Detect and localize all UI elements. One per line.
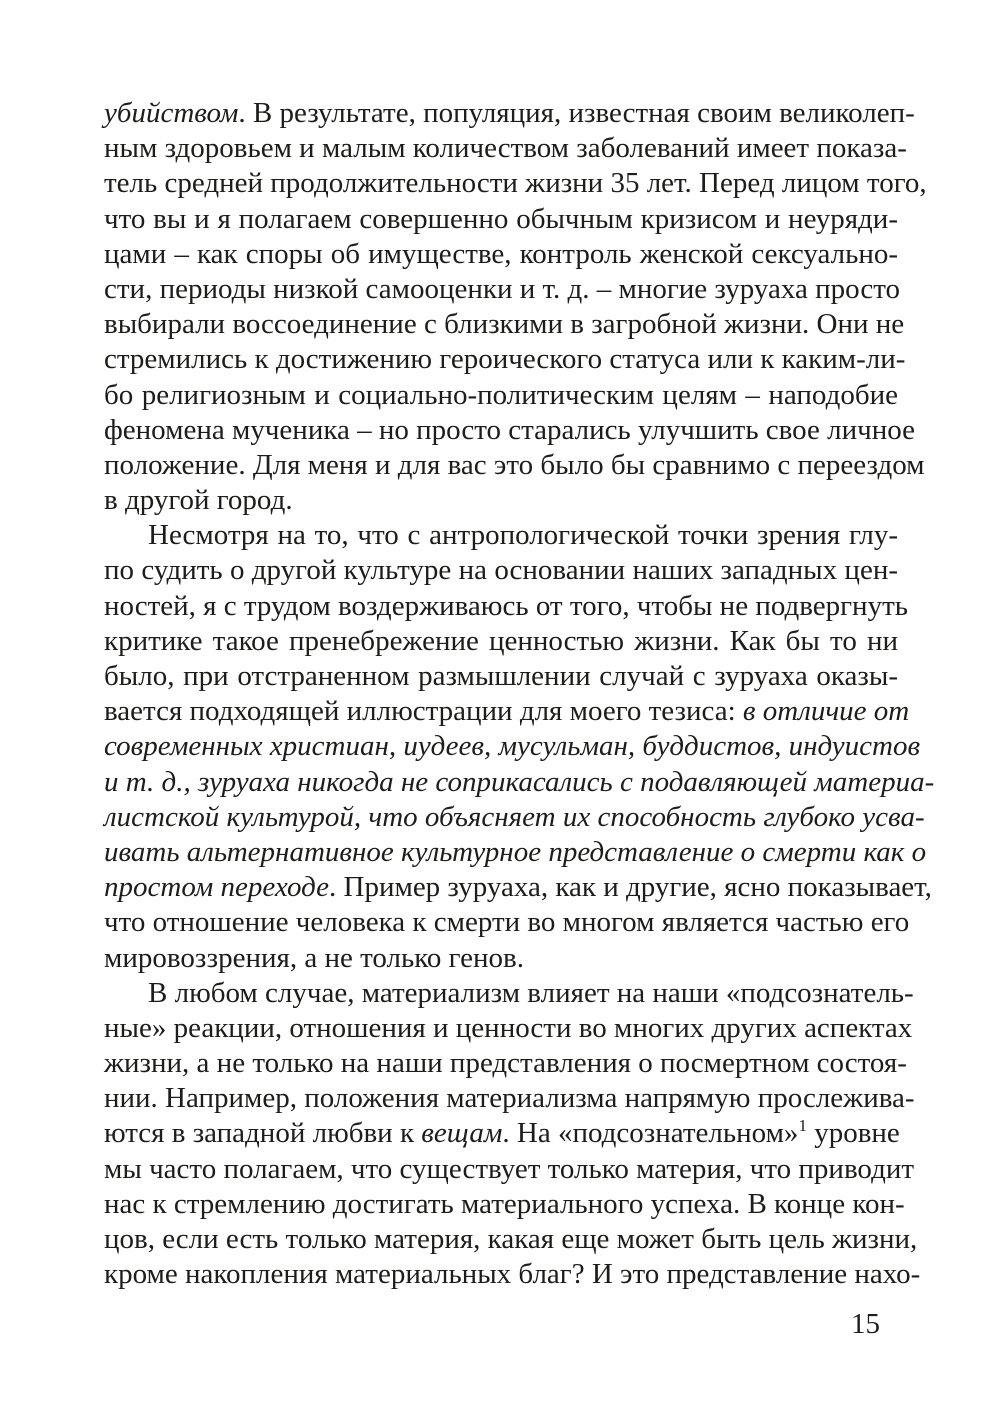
text-segment: вается подходящей иллюстрации для моего тезиса: [104, 695, 743, 728]
text-line [104, 905, 910, 940]
text-line [104, 976, 914, 1011]
body-text [104, 96, 935, 1292]
text-segment: ные» реакции, отношения и ценности во многих других аспектах [104, 1011, 913, 1044]
text-segment: стремились к достижению героического статуса или к каким-ли- [104, 343, 906, 376]
text-line [104, 307, 905, 342]
text-line [104, 237, 898, 272]
text-segment: в другой город. [104, 484, 293, 517]
text-segment: тель средней продолжительности жизни 35 лет. Перед лицом того, [104, 167, 927, 200]
italic-text: убийством [104, 97, 239, 129]
text-line [104, 800, 925, 835]
text-line [104, 166, 927, 201]
text-line [104, 131, 907, 166]
italic-text: современных христиан, иудеев, мусульман, буддистов, индуистов [104, 730, 921, 763]
text-line [104, 624, 898, 659]
text-segment: Несмотря на то, что с антропологической точки зрения глу- [148, 519, 898, 552]
text-segment: было, при отстраненном размышлении случай с зуруаха оказы- [104, 660, 898, 692]
italic-text: в отличие от [742, 695, 910, 728]
text-segment: жизни, а не только на наши представления о посмертном состоя- [104, 1047, 907, 1080]
text-line [104, 1257, 921, 1292]
text-segment: уровне [806, 1117, 900, 1150]
text-segment: . На «подсознательном» [502, 1117, 799, 1150]
italic-text: и т. д., зуруаха никогда не соприкасались с подавляющей материа- [104, 765, 935, 798]
text-line [104, 96, 915, 131]
text-line [104, 729, 921, 764]
text-line [104, 694, 910, 729]
text-line [104, 483, 898, 518]
italic-text: простом переходе [104, 871, 329, 904]
text-line [104, 765, 935, 800]
text-line [104, 1116, 898, 1151]
text-line [104, 589, 908, 624]
text-line [104, 1222, 918, 1257]
text-line [104, 835, 927, 870]
text-segment: феномена мученика – но просто старались улучшить свое личное [104, 413, 915, 446]
text-line [104, 342, 906, 377]
text-line [104, 941, 898, 976]
text-segment: по судить о другой культуре на основании наших западных цен- [104, 554, 898, 587]
italic-text: листской культурой, что объясняет их способность глубоко усва- [104, 800, 925, 833]
text-line [104, 413, 915, 448]
text-segment: мировоззрения, а не только генов. [104, 941, 524, 974]
page-number: 15 [851, 1308, 880, 1340]
text-segment: что вы и я полагаем совершенно обычным кризисом и неуряди- [104, 202, 898, 235]
text-line [104, 1187, 905, 1222]
footnote-marker: 1 [798, 1116, 807, 1136]
text-segment: цами – как споры об имуществе, контроль женской сексуально- [104, 237, 898, 270]
text-segment: нии. Например, положения материализма напрямую прослежива- [104, 1082, 915, 1115]
text-segment: положение. Для меня и для вас это было бы сравнимо с переездом [104, 448, 925, 481]
text-line [104, 1081, 915, 1116]
text-segment: цов, если есть только материя, какая еще может быть цель жизни, [104, 1223, 918, 1255]
text-line [104, 870, 932, 905]
text-segment: выбирали воссоединение с близкими в загробной жизни. Они не [104, 308, 905, 341]
text-segment: что отношение человека к смерти во многом является частью его [104, 906, 910, 939]
text-line [104, 1011, 913, 1046]
italic-text: вещам [421, 1117, 503, 1150]
text-line [104, 448, 925, 483]
text-segment: нас к стремлению достигать материального успеха. В конце кон- [104, 1187, 905, 1220]
text-segment: бо религиозным и социально-политическим целям – наподобие [104, 378, 898, 411]
text-segment: . Пример зуруаха, как и другие, ясно показывает, [329, 871, 932, 904]
text-segment: кроме накопления материальных благ? И это представление нахо- [104, 1258, 921, 1291]
text-segment: ным здоровьем и малым количеством заболеваний имеет показа- [104, 132, 907, 165]
text-segment: ются в западной любви к [104, 1117, 422, 1150]
text-line [104, 272, 898, 307]
italic-text: ивать альтернативное культурное представление о смерти как о [104, 835, 927, 868]
text-line [104, 553, 898, 588]
text-segment: В любом случае, материализм влияет на наши «подсознатель- [148, 976, 914, 1009]
text-segment: мы часто полагаем, что существует только материя, что приводит [104, 1152, 915, 1185]
text-segment: критике такое пренебрежение ценностью жизни. Как бы то ни [104, 624, 898, 657]
text-segment: . В результате, популяция, известная своим великолеп- [238, 97, 915, 129]
text-line [104, 659, 898, 694]
text-line [104, 518, 898, 553]
text-line [104, 1046, 907, 1081]
text-segment: ностей, я с трудом воздерживаюсь от того, чтобы не подвергнуть [104, 589, 908, 622]
text-line [104, 202, 898, 237]
text-line [104, 1152, 915, 1187]
text-segment: сти, периоды низкой самооценки и т. д. – многие зуруаха просто [104, 272, 900, 305]
text-line [104, 378, 898, 413]
